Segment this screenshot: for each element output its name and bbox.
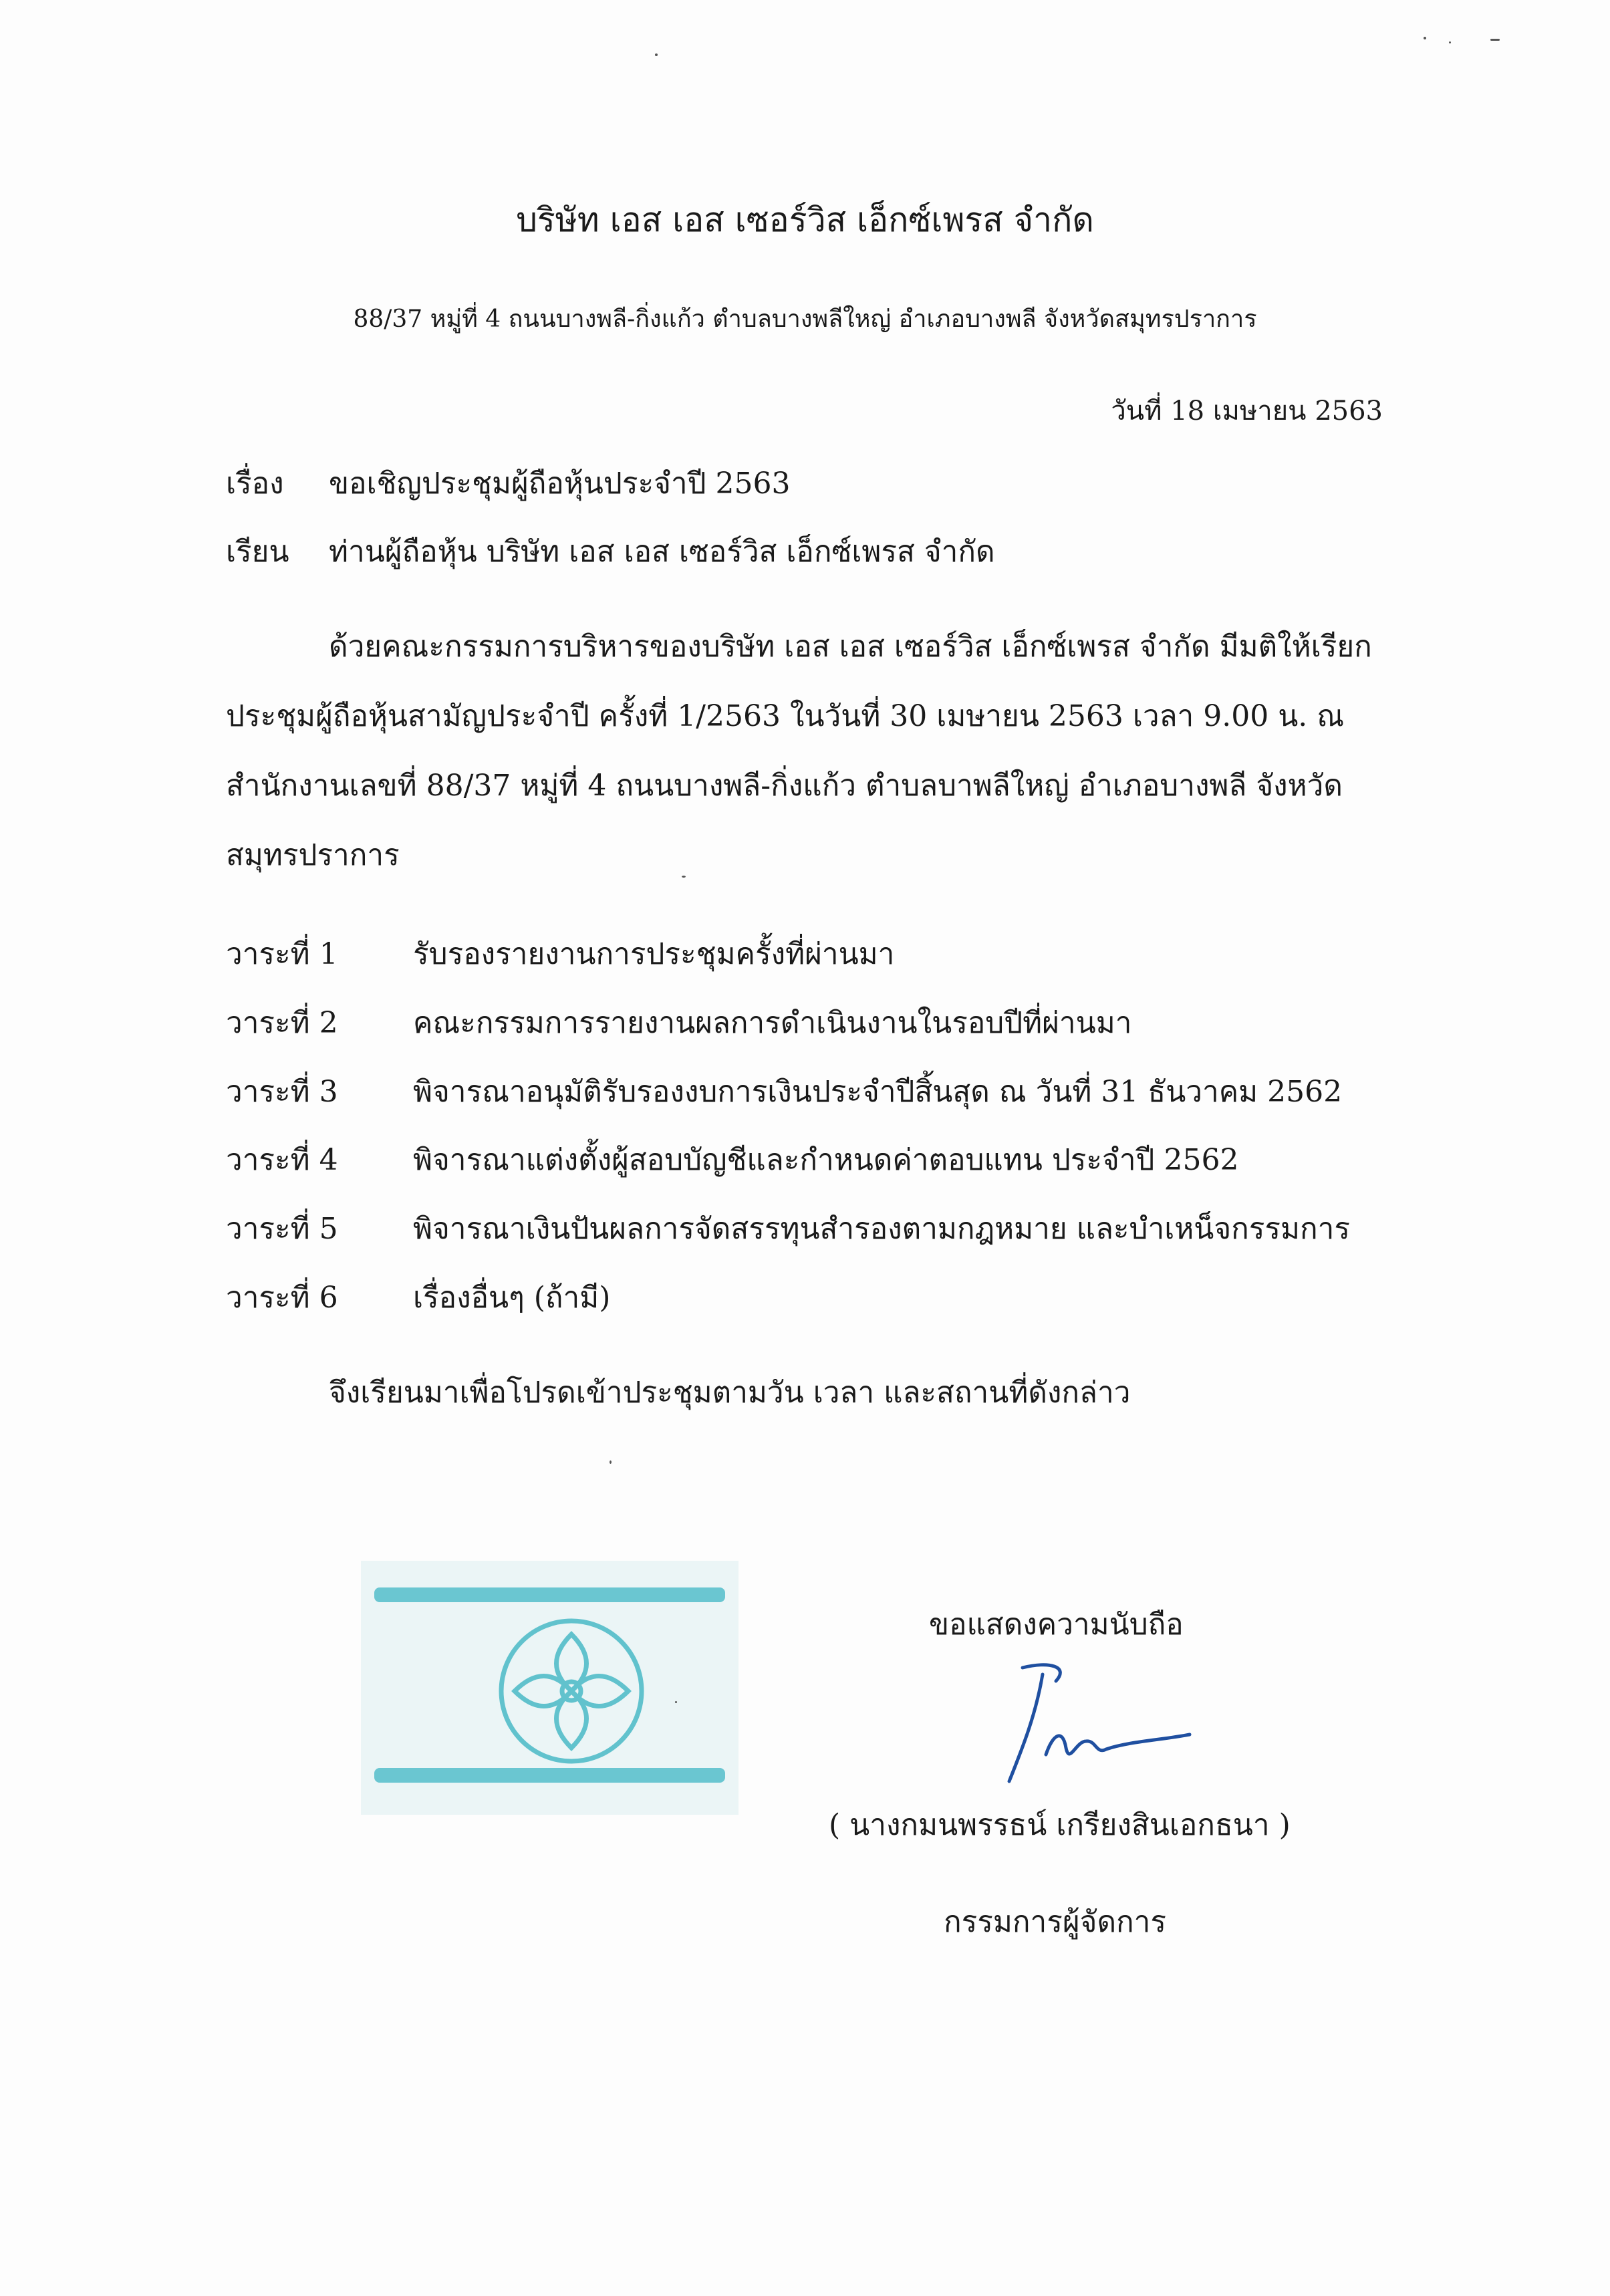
subject-label: เรื่อง	[226, 467, 284, 501]
subject-value: ขอเชิญประชุมผู้ถือหุ้นประจำปี 2563	[329, 467, 791, 501]
closing-invitation: จึงเรียนมาเพื่อโปรดเข้าประชุมตามวัน เวลา และสถานที่ดังกล่าว	[329, 1376, 1131, 1410]
scan-speck	[1449, 41, 1451, 43]
company-address: 88/37 หมู่ที่ 4 ถนนบางพลี-กิ่งแก้ว ตำบลบางพลีใหญ่ อำเภอบางพลี จังหวัดสมุทรปราการ	[353, 305, 1257, 333]
agenda-item-text: พิจารณาอนุมัติรับรองงบการเงินประจำปีสิ้นสุด ณ วันที่ 31 ธันวาคม 2562	[413, 1075, 1343, 1109]
signature-icon	[996, 1654, 1196, 1788]
signer-name: ( นางกมนพรรธน์ เกรียงสินเอกธนา )	[829, 1808, 1291, 1842]
company-name: บริษัท เอส เอส เซอร์วิส เอ็กซ์เพรส จำกัด	[516, 201, 1094, 239]
stamp-seal-icon	[361, 1561, 739, 1815]
scan-speck	[1424, 37, 1426, 39]
agenda-item-label: วาระที่ 6	[226, 1281, 338, 1315]
scan-speck	[610, 1460, 612, 1464]
recipient-label: เรียน	[226, 535, 289, 569]
agenda-item-label: วาระที่ 2	[226, 1006, 338, 1040]
agenda-item-text: พิจารณาแต่งตั้งผู้สอบบัญชีและกำหนดค่าตอบแทน ประจำปี 2562	[413, 1143, 1239, 1177]
agenda-item-text: รับรองรายงานการประชุมครั้งที่ผ่านมา	[413, 937, 895, 971]
scan-speck	[675, 1701, 677, 1703]
recipient-value: ท่านผู้ถือหุ้น บริษัท เอส เอส เซอร์วิส เอ็กซ์เพรส จำกัด	[329, 535, 995, 569]
body-line: สำนักงานเลขที่ 88/37 หมู่ที่ 4 ถนนบางพลี-กิ่งแก้ว ตำบลบาพลีใหญ่ อำเภอบางพลี จังหวัด	[226, 769, 1343, 803]
handwritten-signature	[996, 1654, 1196, 1788]
agenda-item-label: วาระที่ 3	[226, 1075, 338, 1109]
scan-speck	[1490, 39, 1500, 41]
closing-salutation: ขอแสดงความนับถือ	[929, 1608, 1184, 1642]
company-stamp	[361, 1561, 739, 1815]
scan-speck	[655, 53, 658, 56]
body-line: ประชุมผู้ถือหุ้นสามัญประจำปี ครั้งที่ 1/2563 ในวันที่ 30 เมษายน 2563 เวลา 9.00 น. ณ	[226, 699, 1345, 733]
agenda-item-text: เรื่องอื่นๆ (ถ้ามี)	[413, 1281, 611, 1315]
agenda-item-text: พิจารณาเงินปันผลการจัดสรรทุนสำรองตามกฎหมาย และบำเหน็จกรรมการ	[413, 1212, 1350, 1246]
letter-date: วันที่ 18 เมษายน 2563	[1111, 396, 1383, 426]
agenda-item-label: วาระที่ 4	[226, 1143, 338, 1177]
agenda-item-label: วาระที่ 1	[226, 937, 338, 971]
scan-speck	[682, 876, 686, 878]
agenda-item-text: คณะกรรมการรายงานผลการดำเนินงานในรอบปีที่ผ่านมา	[413, 1006, 1132, 1040]
body-line: ด้วยคณะกรรมการบริหารของบริษัท เอส เอส เซอร์วิส เอ็กซ์เพรส จำกัด มีมติให้เรียก	[329, 630, 1372, 664]
signer-title: กรรมการผู้จัดการ	[944, 1905, 1167, 1939]
agenda-item-label: วาระที่ 5	[226, 1212, 338, 1246]
body-line: สมุทรปราการ	[226, 838, 400, 872]
